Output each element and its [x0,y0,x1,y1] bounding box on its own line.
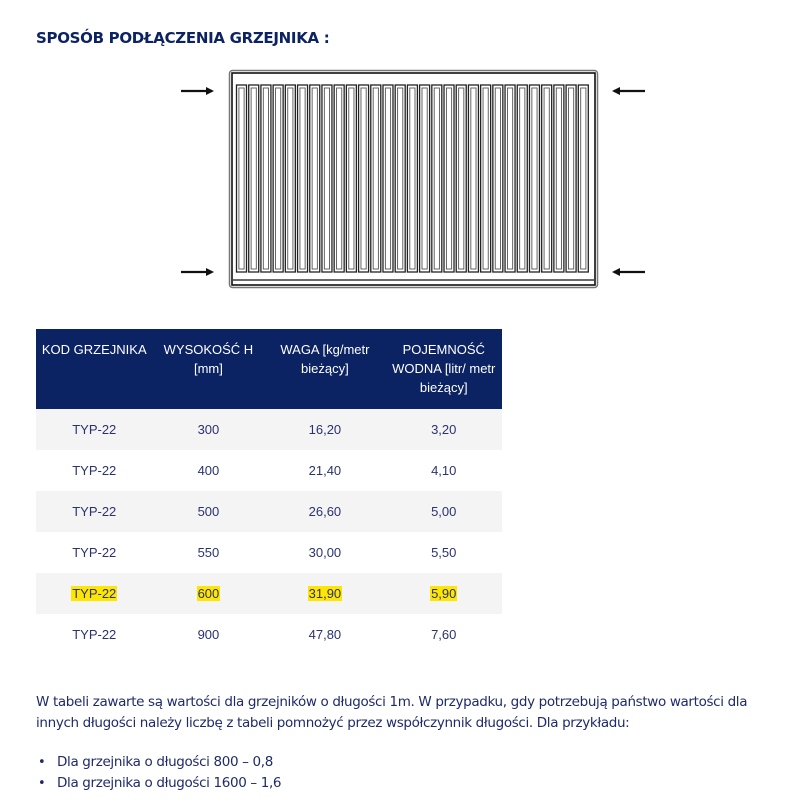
column-header-weight: WAGA [kg/metr bieżący] [264,329,385,409]
cell-weight [264,573,385,614]
cell-capacity [385,450,502,491]
cell-height [153,573,265,614]
radiator-fin [578,85,588,272]
radiator-fin [310,85,320,272]
cell-code [36,491,153,532]
cell-code [36,532,153,573]
radiator-fin [261,85,271,272]
radiator-fin [493,85,503,272]
cell-value: 7,60 [431,627,457,642]
column-header-code: KOD GRZEJNIKA [36,329,153,409]
radiator-specs-table [36,329,502,655]
cell-value: 5,00 [431,504,457,519]
table-row [36,450,502,491]
cell-weight [264,409,385,450]
highlighted-value: 600 [197,586,220,601]
radiator-fin [285,85,295,272]
cell-weight [264,532,385,573]
cell-code [36,450,153,491]
radiator-fin [322,85,332,272]
table-row [36,532,502,573]
table-header-row [36,329,502,409]
cell-weight [264,450,385,491]
cell-value: 550 [197,545,220,560]
cell-value: 4,10 [431,463,457,478]
radiator-fin [371,85,381,272]
radiator-fin [383,85,393,272]
radiator-fin [249,85,259,272]
cell-value: 3,20 [431,422,457,437]
cell-capacity [385,491,502,532]
radiator-connection-diagram [0,0,793,300]
radiator-fin [298,85,308,272]
example-text: Dla grzejnika o długości 1600 – 1,6 [57,775,282,791]
list-item [36,752,281,773]
cell-value: 47,80 [308,627,342,642]
highlighted-value: 31,90 [308,586,342,601]
cell-value: 500 [197,504,220,519]
cell-code [36,573,153,614]
radiator-fin [273,85,283,272]
cell-capacity [385,573,502,614]
examples-list [36,752,281,794]
table-row-highlighted [36,573,502,614]
example-text: Dla grzejnika o długości 800 – 0,8 [57,754,273,770]
cell-value: TYP-22 [72,627,117,642]
cell-value: 400 [197,463,220,478]
cell-value: 300 [197,422,220,437]
radiator-fin [456,85,466,272]
radiator-fin [420,85,430,272]
highlighted-value: 5,90 [431,586,457,601]
radiator-fin [554,85,564,272]
radiator-fin [566,85,576,272]
cell-height [153,532,265,573]
cell-value: TYP-22 [72,422,117,437]
cell-capacity [385,532,502,573]
cell-weight [264,614,385,655]
list-item [36,773,281,794]
radiator-fin [395,85,405,272]
radiator-fin [505,85,515,272]
table-row [36,409,502,450]
cell-value: 5,50 [431,545,457,560]
radiator-fin [468,85,478,272]
table-row [36,614,502,655]
radiator-fin [407,85,417,272]
cell-capacity [385,409,502,450]
cell-weight [264,491,385,532]
radiator-fin [346,85,356,272]
radiator-fin [542,85,552,272]
cell-value: TYP-22 [72,463,117,478]
radiator-fin [517,85,527,272]
radiator-fin [481,85,491,272]
cell-code [36,614,153,655]
cell-value: TYP-22 [72,545,117,560]
radiator-fin [444,85,454,272]
cell-height [153,491,265,532]
cell-code [36,409,153,450]
highlighted-value: TYP-22 [72,586,117,601]
bullet-icon: • [38,755,46,770]
radiator-fin [432,85,442,272]
cell-value: 21,40 [308,463,342,478]
cell-height [153,614,265,655]
length-factor-note: W tabeli zawarte są wartości dla grzejników o długości 1m. W przypadku, gdy potrzebują państwo wartości dla innych długości należy liczbę z tabeli pomnożyć przez współczynnik długości. Dla przykładu: [36,694,748,731]
column-header-capacity: POJEMNOŚĆ WODNA [litr/ metr bieżący] [385,329,502,409]
cell-height [153,450,265,491]
cell-value: TYP-22 [72,504,117,519]
radiator-fin [359,85,369,272]
cell-value: 900 [197,627,220,642]
cell-value: 26,60 [308,504,342,519]
bullet-icon: • [38,776,46,791]
radiator-fins [237,85,589,272]
radiator-fin [237,85,247,272]
radiator-fin [334,85,344,272]
section-title: SPOSÓB PODŁĄCZENIA GRZEJNIKA : [36,29,330,47]
cell-capacity [385,614,502,655]
table-row [36,491,502,532]
radiator-fin [529,85,539,272]
cell-height [153,409,265,450]
column-header-height: WYSOKOŚĆ H [mm] [153,329,265,409]
cell-value: 16,20 [308,422,342,437]
cell-value: 30,00 [308,545,342,560]
